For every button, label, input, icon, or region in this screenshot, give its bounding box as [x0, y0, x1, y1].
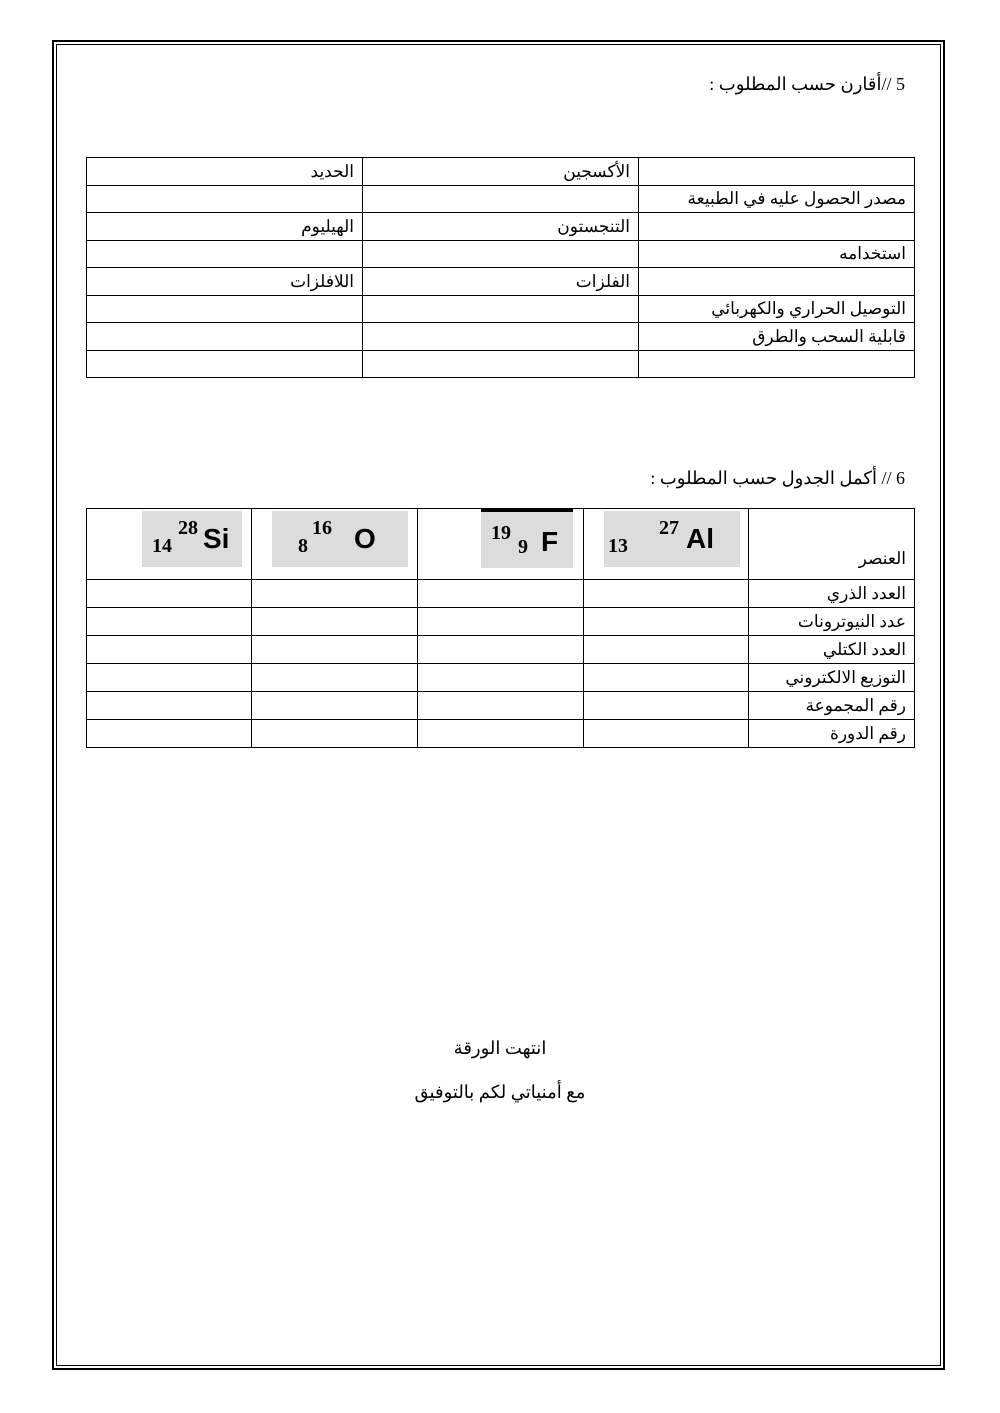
comparison-row [87, 323, 915, 351]
comparison-value-cell: اللافلزات [87, 268, 363, 296]
answer-cell[interactable] [418, 664, 584, 692]
element-symbol: F [541, 526, 559, 557]
property-label: العدد الكتلي [749, 636, 915, 664]
comparison-row [87, 186, 915, 213]
isotope-box [142, 511, 242, 567]
property-label: رقم الدورة [749, 720, 915, 748]
answer-cell[interactable] [584, 692, 749, 720]
answer-cell[interactable] [87, 692, 252, 720]
comparison-row [87, 158, 915, 186]
atomic-number: 9 [518, 536, 528, 558]
element-property-row [87, 664, 915, 692]
answer-cell[interactable] [418, 608, 584, 636]
comparison-value-cell: الفلزات [363, 268, 639, 296]
comparison-table [86, 157, 915, 378]
comparison-value-cell[interactable] [363, 323, 639, 351]
answer-cell[interactable] [418, 580, 584, 608]
comparison-value-cell[interactable] [363, 296, 639, 323]
element-property-row [87, 720, 915, 748]
comparison-value-cell: الحديد [87, 158, 363, 186]
answer-cell[interactable] [252, 664, 418, 692]
answer-cell[interactable] [252, 692, 418, 720]
comparison-label-cell[interactable] [639, 351, 915, 378]
answer-cell[interactable] [418, 720, 584, 748]
answer-cell[interactable] [87, 720, 252, 748]
answer-cell[interactable] [87, 608, 252, 636]
element-property-row [87, 580, 915, 608]
mass-number: 28 [178, 517, 198, 539]
answer-cell[interactable] [584, 720, 749, 748]
answer-cell[interactable] [87, 580, 252, 608]
comparison-value-cell: الأكسجين [363, 158, 639, 186]
answer-cell[interactable] [418, 636, 584, 664]
element-property-row [87, 608, 915, 636]
comparison-label-cell: استخدامه [639, 241, 915, 268]
element-cell-o [252, 509, 418, 580]
mass-number: 27 [659, 517, 679, 539]
comparison-row [87, 241, 915, 268]
comparison-label-cell: التوصيل الحراري والكهربائي [639, 296, 915, 323]
comparison-value-cell[interactable] [363, 186, 639, 213]
comparison-value-cell[interactable] [87, 296, 363, 323]
element-header-row [87, 509, 915, 580]
answer-cell[interactable] [584, 664, 749, 692]
answer-cell[interactable] [87, 664, 252, 692]
comparison-value-cell[interactable] [87, 351, 363, 378]
answer-cell[interactable] [87, 636, 252, 664]
comparison-value-cell[interactable] [363, 351, 639, 378]
comparison-label-cell[interactable] [639, 158, 915, 186]
mass-number: 19 [491, 522, 511, 544]
element-symbol: Al [686, 523, 714, 554]
element-label: العنصر [749, 509, 915, 580]
element-cell-al [584, 509, 749, 580]
answer-cell[interactable] [584, 636, 749, 664]
comparison-label-cell[interactable] [639, 268, 915, 296]
comparison-value-cell[interactable] [87, 241, 363, 268]
q5-heading: 5 //أقارن حسب المطلوب : [709, 74, 905, 94]
answer-cell[interactable] [584, 580, 749, 608]
element-property-row [87, 692, 915, 720]
comparison-row [87, 213, 915, 241]
property-label: التوزيع الالكتروني [749, 664, 915, 692]
comparison-label-cell: مصدر الحصول عليه في الطبيعة [639, 186, 915, 213]
atomic-number: 8 [298, 535, 308, 557]
comparison-row [87, 351, 915, 378]
comparison-label-cell[interactable] [639, 213, 915, 241]
answer-cell[interactable] [418, 692, 584, 720]
element-symbol: O [354, 523, 376, 554]
end-of-paper-text: انتهت الورقة [453, 1038, 547, 1058]
element-cell-f [418, 509, 584, 580]
element-cell-si [87, 509, 252, 580]
property-label: عدد النيوترونات [749, 608, 915, 636]
atomic-number: 14 [152, 535, 172, 557]
answer-cell[interactable] [252, 580, 418, 608]
answer-cell[interactable] [252, 608, 418, 636]
comparison-label-cell: قابلية السحب والطرق [639, 323, 915, 351]
answer-cell[interactable] [252, 720, 418, 748]
mass-number: 16 [312, 517, 332, 539]
element-symbol: Si [203, 523, 230, 554]
answer-cell[interactable] [584, 608, 749, 636]
property-label: العدد الذري [749, 580, 915, 608]
elements-table [86, 508, 915, 748]
answer-cell[interactable] [252, 636, 418, 664]
comparison-value-cell: الهيليوم [87, 213, 363, 241]
comparison-row [87, 296, 915, 323]
q6-heading: 6 // أكمل الجدول حسب المطلوب : [650, 468, 905, 488]
comparison-row [87, 268, 915, 296]
property-label: رقم المجموعة [749, 692, 915, 720]
element-property-row [87, 636, 915, 664]
comparison-value-cell: التنجستون [363, 213, 639, 241]
good-luck-text: مع أمنياتي لكم بالتوفيق [414, 1082, 586, 1102]
comparison-value-cell[interactable] [87, 186, 363, 213]
isotope-box [604, 511, 740, 567]
isotope-box [481, 509, 573, 568]
isotope-box [272, 511, 408, 567]
comparison-value-cell[interactable] [87, 323, 363, 351]
comparison-value-cell[interactable] [363, 241, 639, 268]
atomic-number: 13 [608, 535, 628, 557]
